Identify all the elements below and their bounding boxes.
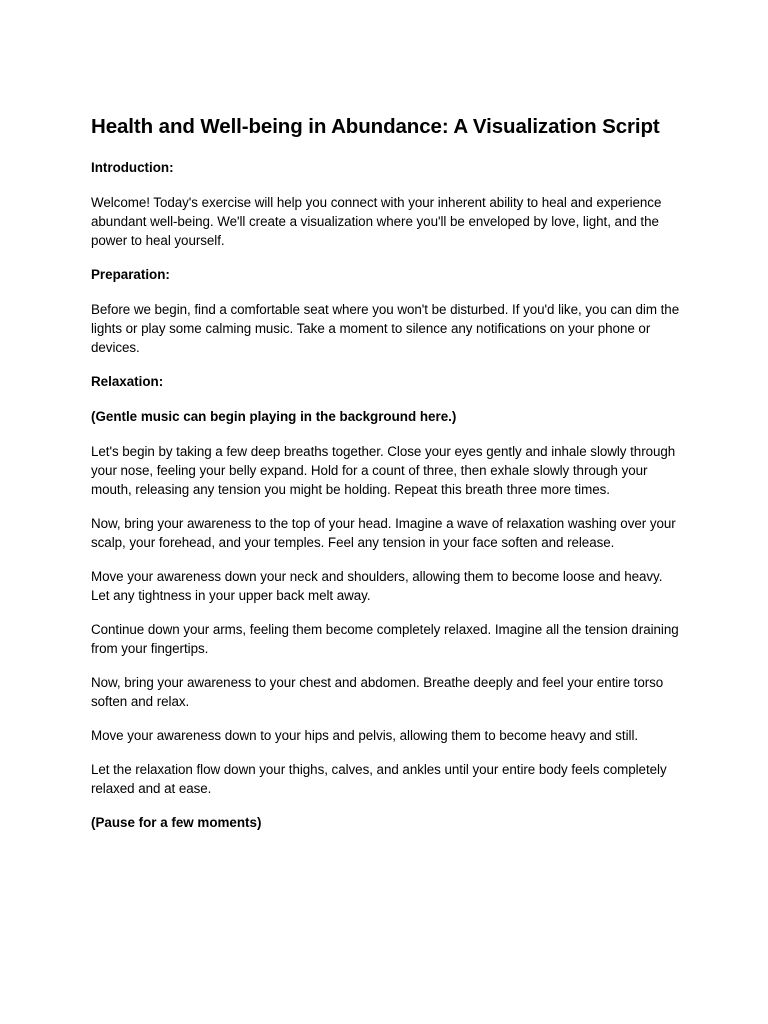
music-note: (Gentle music can begin playing in the background here.) <box>91 409 457 424</box>
preparation-heading: Preparation: <box>91 267 170 282</box>
relaxation-paragraph: Let's begin by taking a few deep breaths together. Close your eyes gently and inhale slowly through your nose, feeling your belly expand. Hold for a count of three, then exhale slowly through your mouth, releasing any tension you might be holding. Repeat this breath three more times. <box>91 444 676 497</box>
introduction-paragraph: Welcome! Today's exercise will help you connect with your inherent ability to heal and experience abundant well-being. We'll create a visualization where you'll be enveloped by love, light, and the power to heal yourself. <box>91 195 662 248</box>
introduction-heading: Introduction: <box>91 160 174 175</box>
preparation-paragraph: Before we begin, find a comfortable seat where you won't be disturbed. If you'd like, you can dim the lights or play some calming music. Take a moment to silence any notifications on your phone or devices. <box>91 302 680 355</box>
relaxation-paragraph: Move your awareness down to your hips and pelvis, allowing them to become heavy and still. <box>91 728 639 743</box>
pause-note: (Pause for a few moments) <box>91 815 262 830</box>
relaxation-paragraph: Move your awareness down your neck and shoulders, allowing them to become loose and heavy. Let any tightness in your upper back melt away. <box>91 569 663 603</box>
relaxation-paragraph: Now, bring your awareness to the top of your head. Imagine a wave of relaxation washing over your scalp, your forehead, and your temples. Feel any tension in your face soften and release. <box>91 516 676 550</box>
document-title: Health and Well-being in Abundance: A Visualization Script <box>91 115 660 138</box>
document-page <box>91 113 681 848</box>
relaxation-paragraph: Now, bring your awareness to your chest and abdomen. Breathe deeply and feel your entire torso soften and relax. <box>91 675 664 709</box>
relaxation-paragraph: Let the relaxation flow down your thighs, calves, and ankles until your entire body feels completely relaxed and at ease. <box>91 762 667 796</box>
relaxation-paragraph: Continue down your arms, feeling them become completely relaxed. Imagine all the tension draining from your fingertips. <box>91 622 679 656</box>
relaxation-heading: Relaxation: <box>91 374 164 389</box>
